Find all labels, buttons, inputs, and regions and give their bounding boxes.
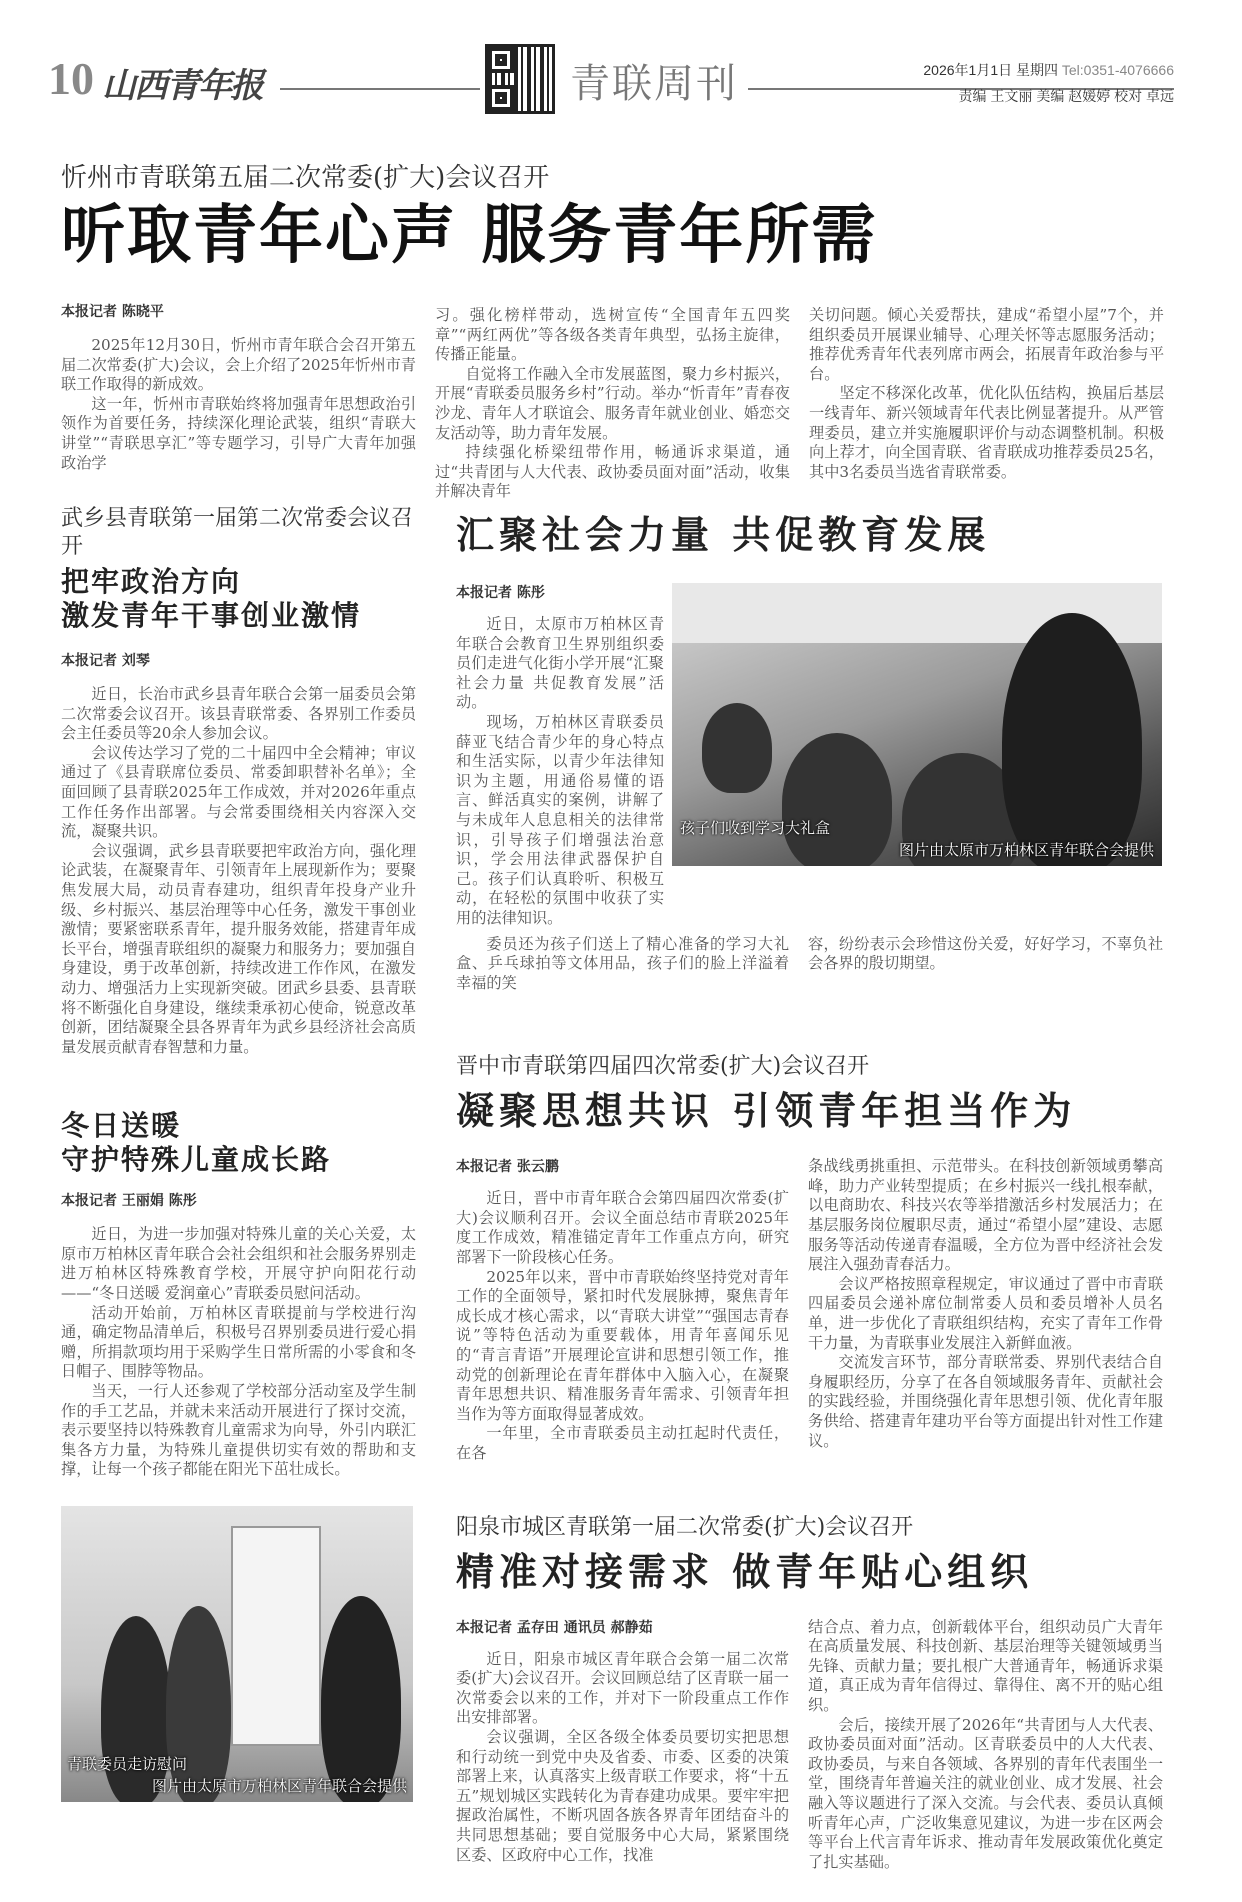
qr-code-icon xyxy=(485,44,555,114)
paragraph: 委员还为孩子们送上了精心准备的学习大礼盒、乒乓球拍等文体用品，孩子们的脸上洋溢着幸福的笑 xyxy=(456,934,789,992)
staff-credits: 责编 王文丽 美编 赵媛婷 校对 卓远 xyxy=(958,88,1174,104)
paragraph: 2025年12月30日，忻州市青年联合会召开第五届二次常委(扩大)会议，会上介绍了2025年忻州市青联工作取得的新成效。 xyxy=(61,336,416,394)
page-number: 10 xyxy=(48,53,94,104)
paragraph: 近日，长治市武乡县青年联合会第一届委员会第二次常委会议召开。该县青联常委、各界别工作委员会主任委员等20余人参加会议。 xyxy=(61,685,416,743)
paragraph: 这一年，忻州市青联始终将加强青年思想政治引领作为首要任务，持续深化理论武装，组织“青联大讲堂”“青联思享汇”等专题学习，引导广大青年加强政治学 xyxy=(61,394,416,472)
paragraph: 2025年以来，晋中市青联始终坚持党对青年工作的全面领导，紧扣时代发展脉搏，聚焦青年成长成才核心需求，以“青联大讲堂”“强国志青春说”等特色活动为重要载体，用青年喜闻乐见的“青言青语”开展理论宣讲和思想引领工作，推动党的创新理论在青年群体中入脑入心，在凝聚青年思想共识、精准服务青年需求、引领青年担当作为等方面取得显著成效。 xyxy=(456,1267,789,1423)
story6-kicker: 阳泉市城区青联第一届二次常委(扩大)会议召开 xyxy=(456,1514,914,1540)
paragraph: 会议严格按照章程规定，审议通过了晋中市青联四届委员会递补席位制常委人员和委员增补人员名单，进一步优化了青联组织结构，充实了青年工作骨干力量，为青联事业发展注入新鲜血液。 xyxy=(808,1274,1163,1352)
story5-kicker: 晋中市青联第四届四次常委(扩大)会议召开 xyxy=(456,1054,870,1080)
story2-column-1 xyxy=(61,685,416,1057)
paragraph: 会议强调，武乡县青联要把牢政治方向，强化理论武装，在凝聚青年、引领青年上展现新作为；要聚焦发展大局，动员青春建功，组织青年投身产业升级、乡村振兴、基层治理等中心任务，激发干事创业激情；要紧密联系青年，提升服务效能，搭建青年成长平台，增强青联组织的凝聚力和服务力；要加强自身建设，勇于改革创新，持续改进工作作风，在激发动力、增强活力上实现新突破。团武乡县委、县青联将不断强化自身建设，继续秉承初心使命，锐意改革创新，团结凝聚全县各界青年为武乡县经济社会高质量发展贡献青春智慧和力量。 xyxy=(61,841,416,1056)
header-rule-left xyxy=(280,88,480,90)
story4-column-1 xyxy=(61,1225,416,1480)
story3-photo xyxy=(672,583,1162,866)
paragraph: 活动开始前，万柏林区青联提前与学校进行沟通，确定物品清单后，积极号召界别委员进行爱心捐赠，所捐款项均用于采购学生日常所需的小零食和冬日帽子、围脖等物品。 xyxy=(61,1303,416,1381)
photo-figure xyxy=(782,733,892,866)
story4 xyxy=(61,1109,416,1802)
story1-headline: 听取青年心声 服务青年所需 xyxy=(61,198,878,273)
dateline xyxy=(860,60,1174,80)
paragraph: 持续强化桥梁纽带作用，畅通诉求渠道，通过“共青团与人大代表、政协委员面对面”活动，收集并解决青年 xyxy=(435,443,790,501)
paragraph: 近日，晋中市青年联合会第四届四次常委(扩大)会议顺利召开。会议全面总结市青联2025年度工作成效，精准锚定青年工作重点方向，研究部署下一阶段核心任务。 xyxy=(456,1189,789,1267)
photo-figure xyxy=(1002,613,1142,866)
paragraph: 关切问题。倾心关爱帮扶，建成“希望小屋”7个，并组织委员开展课业辅导、心理关怀等志愿服务活动；推荐优秀青年代表列席市两会，拓展青年政治参与平台。 xyxy=(809,306,1164,383)
story1 xyxy=(61,162,1164,502)
story3-column-1-wrap xyxy=(456,583,664,929)
paragraph: 坚定不移深化改革，优化队伍结构，换届后基层一线青年、新兴领域青年代表比例显著提升。从严管理委员，建立并实施履职评价与动态调整机制。积极向上荐才，向全国青联、省青联成功推荐委员25名，其中3名委员当选省青联常委。 xyxy=(809,384,1164,481)
story3-byline: 本报记者 陈彤 xyxy=(456,585,545,601)
story6-byline: 本报记者 孟存田 通讯员 郝静茹 xyxy=(456,1619,653,1636)
story4-headline-line2: 守护特殊儿童成长路 xyxy=(61,1143,332,1177)
story4-photo xyxy=(61,1506,413,1802)
story3-column-2 xyxy=(456,935,789,994)
story6 xyxy=(456,1514,1163,1873)
story2 xyxy=(61,505,416,1057)
paragraph: 结合点、着力点，创新载体平台，组织动员广大青年在高质量发展、科技创新、基层治理等关键领域勇当先锋、贡献力量；要扎根广大普通青年，畅通诉求渠道，真正成为青年信得过、靠得住、离不开的贴心组织。 xyxy=(808,1617,1163,1714)
story3-headline: 汇聚社会力量 共促教育发展 xyxy=(456,512,991,557)
story6-column-2-wrap xyxy=(456,1618,789,1866)
story6-columns xyxy=(456,1618,1163,1873)
story6-column-3 xyxy=(808,1618,1163,1873)
section-title: 青联周刊 xyxy=(570,61,738,107)
story1-column-3 xyxy=(809,306,1164,482)
story5-headline: 凝聚思想共识 引领青年担当作为 xyxy=(456,1088,1077,1134)
story2-headline xyxy=(61,565,416,633)
story3 xyxy=(456,511,1163,993)
photo-board xyxy=(231,1526,321,1746)
story5-byline: 本报记者 张云鹏 xyxy=(456,1159,559,1176)
story1-column-1 xyxy=(61,336,416,473)
story5-column-2 xyxy=(456,1189,789,1463)
story3-photo-caption: 孩子们收到学习大礼盒 xyxy=(680,819,831,837)
paragraph: 条战线勇挑重担、示范带头。在科技创新领域勇攀高峰，助力产业转型提质；在乡村振兴一线扎根奉献，以电商助农、科技兴农等举措激活乡村发展活力；在基层服务岗位履职尽责，通过“希望小屋”建设、志愿服务等活动传递青春温暖，全方位为晋中经济社会发展注入强劲青春活力。 xyxy=(808,1157,1163,1274)
paragraph: 近日，太原市万柏林区青年联合会教育卫生界别组织委员们走进气化街小学开展“汇聚社会力量 共促教育发展”活动。 xyxy=(456,615,664,712)
paragraph: 一年里，全市青联委员主动扛起时代责任，在各 xyxy=(456,1424,789,1462)
story4-photo-caption: 青联委员走访慰问 xyxy=(67,1755,188,1773)
story5 xyxy=(456,1053,1163,1463)
right-column xyxy=(456,505,1163,1872)
story5-columns xyxy=(456,1157,1163,1463)
story4-byline: 本报记者 王丽娟 陈彤 xyxy=(61,1193,197,1210)
story3-top-row xyxy=(456,583,1163,929)
story5-column-3 xyxy=(808,1157,1163,1451)
story3-bottom-row xyxy=(456,935,1163,994)
story1-column-2 xyxy=(435,306,790,502)
paragraph: 交流发言环节，部分青联常委、界别代表结合自身履职经历，分享了在各自领域服务青年、贡献社会的实践经验，并围绕强化青年思想引领、优化青年服务供给、搭建青年建功平台等方面提出针对性工作建议。 xyxy=(808,1353,1163,1450)
story3-photo-credit: 图片由太原市万柏林区青年联合会提供 xyxy=(898,841,1154,859)
story6-column-2 xyxy=(456,1650,789,1866)
story6-headline: 精准对接需求 做青年贴心组织 xyxy=(456,1548,1034,1594)
story2-byline: 本报记者 刘琴 xyxy=(61,653,150,669)
story3-column-3 xyxy=(808,935,1163,974)
story2-headline-line2: 激发青年干事创业激情 xyxy=(61,599,362,632)
paragraph: 会议传达学习了党的二十届四中全会精神；审议通过了《县青联席位委员、常委卸职替补名单》；全面回顾了县青联2025年工作成效，并对2026年重点工作任务作出部署。与会常委围绕相关内容深入交流，凝聚共识。 xyxy=(61,743,416,841)
paragraph: 现场，万柏林区青联委员薛亚飞结合青少年的身心特点和生活实际，以青少年法律知识为主题，用通俗易懂的语言、鲜活真实的案例，讲解了与未成年人息息相关的法律常识，引导孩子们增强法治意识，学会用法律武器保护自己。孩子们认真聆听、积极互动，在轻松的氛围中收获了实用的法律知识。 xyxy=(456,712,664,927)
left-column xyxy=(61,505,416,1802)
story1-columns xyxy=(61,306,1164,502)
paragraph: 自觉将工作融入全市发展蓝图，聚力乡村振兴，开展“青联委员服务乡村”行动。举办“忻青年”青春夜沙龙、青年人才联谊会、服务青年就业创业、婚恋交友活动等，助力青年发展。 xyxy=(435,364,790,442)
paragraph: 习。强化榜样带动，选树宣传“全国青年五四奖章”“两红两优”等各级各类青年典型，弘扬主旋律，传播正能量。 xyxy=(435,306,790,364)
newspaper-logo: 山西青年报 xyxy=(102,66,262,106)
paragraph: 近日，阳泉市城区青年联合会第一届二次常委(扩大)会议召开。会议回顾总结了区青联一届一次常委会以来的工作，并对下一阶段重点工作作出安排部署。 xyxy=(456,1649,789,1727)
issue-date: 2026年1月1日 星期四 xyxy=(923,62,1058,78)
photo-figure xyxy=(321,1596,401,1802)
paragraph: 当天，一行人还参观了学校部分活动室及学生制作的手工艺品，并就未来活动开展进行了探讨交流，表示要坚持以特殊教育儿童需求为向导，外引内联汇集各方力量，为特殊儿童提供切实有效的帮助和支撑，让每一个孩子都能在阳光下茁壮成长。 xyxy=(61,1382,416,1479)
story5-column-2-wrap xyxy=(456,1157,789,1463)
lower-section xyxy=(61,505,1164,1902)
story1-column-1-wrap xyxy=(61,306,416,473)
paragraph: 会议强调，全区各级全体委员要切实把思想和行动统一到党中央及省委、市委、区委的决策部署上来，认真落实上级青联工作要求，将“十五五”规划城区实践转化为青春建功成果。要牢牢把握政治属性，不断巩固各族各界青年团结奋斗的共同思想基础；要自觉服务中心大局，紧紧围绕区委、区政府中心工作，找准 xyxy=(456,1727,789,1864)
story2-headline-line1: 把牢政治方向 xyxy=(61,565,242,598)
story3-column-1 xyxy=(456,615,664,929)
telephone: Tel:0351-4076666 xyxy=(1061,62,1174,78)
paragraph: 容，纷纷表示会珍惜这份关爱，好好学习，不辜负社会各界的殷切期望。 xyxy=(808,934,1163,973)
story1-byline: 本报记者 陈晓平 xyxy=(61,304,164,320)
story4-headline-line1: 冬日送暖 xyxy=(61,1109,182,1143)
story4-photo-credit: 图片由太原市万柏林区青年联合会提供 xyxy=(151,1777,407,1795)
story1-kicker: 忻州市青联第五届二次常委(扩大)会议召开 xyxy=(61,163,550,193)
story2-kicker: 武乡县青联第一届第二次常委会议召开 xyxy=(61,506,414,559)
paragraph: 近日，为进一步加强对特殊儿童的关心关爱，太原市万柏林区青年联合会社会组织和社会服务界别走进万柏林区特殊教育学校，开展守护向阳花行动——“冬日送暖 爱润童心”青联委员慰问活动。 xyxy=(61,1225,416,1303)
photo-figure xyxy=(702,703,772,793)
story4-headline xyxy=(61,1109,416,1177)
paragraph: 会后，接续开展了2026年“共青团与人大代表、政协委员面对面”活动。区青联委员中的人大代表、政协委员，与来自各领域、各界别的青年代表围坐一堂，围绕青年普遍关注的就业创业、成才发展、社会融入等议题进行了深入交流。与会代表、委员认真倾听青年心声，广泛收集意见建议，为进一步在区两会等平台上代言青年诉求、推动青年发展政策优化奠定了扎实基础。 xyxy=(808,1715,1163,1871)
